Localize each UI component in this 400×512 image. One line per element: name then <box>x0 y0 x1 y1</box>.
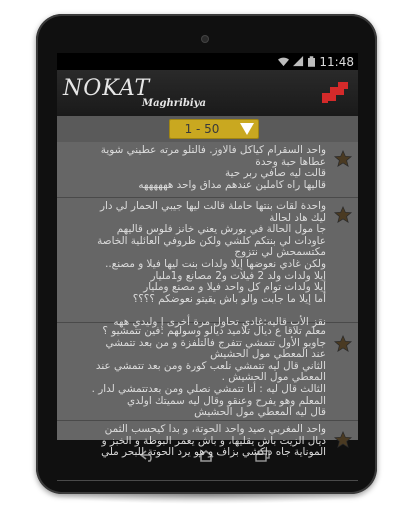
page-range-bar <box>57 116 358 142</box>
front-camera <box>202 36 208 42</box>
jokes-list[interactable] <box>57 142 358 459</box>
status-time: 11:48 <box>319 54 354 69</box>
app-subtitle: Maghribiya <box>142 98 206 109</box>
page-range-value: 1 - 50 <box>184 122 220 136</box>
favorite-star-icon[interactable] <box>334 335 352 353</box>
list-item[interactable] <box>57 142 358 198</box>
app-logo-icon <box>320 79 350 105</box>
battery-icon <box>308 56 315 67</box>
list-item[interactable] <box>57 421 358 481</box>
joke-text: معلم تلاقا ع ديال تلاميد ديالو وسولهم :فين تتمشيو ؟ جاوبو الأول تتمشي تتفرج فالتلفزة و من بعد تتمشي عند المعطي مول الحشيش الثاني قال ليه تتمشي نلعب كورة ومن بعد تتمشي عند المعطي مول الحشيش . الثالث قال ليه : أنا تتمشي نصلي ومن بعدتتمشي لدار . المعلم وهو يفرح وعنقو وقال ليه سميتك اولدي قال ليه المعطي مول الحشيش <box>91 325 326 419</box>
joke-text: واحد المغربي صيد واحد الحوتة، و بدا كيحسب الثمن ديال الزيت باش يقليها، و باش يعمر البوطة و الخبز و الموناية جاه داكشي بزاف و هو يرد الحوتة للبحر ملي <box>101 423 326 459</box>
status-bar <box>57 53 358 70</box>
favorite-star-icon[interactable] <box>334 206 352 224</box>
device-screen <box>57 53 358 459</box>
list-item[interactable] <box>57 198 358 328</box>
joke-text: واحدة لقات بنتها حاملة قالت ليها جيبي الحمار لي دار ليك هاد لحالة جا مول الحالة في بورش يعني خانز فلوس قاليهم عاودات لي بنتكم كلشي ولكن ظروفي العائلية الخاصة مكتسمحش لي نتزوج ولكن غادي نعوضها إيلا ولدات بنت ليها فيلا و مصنع.. إيلا ولدات ولد 2 فيلات و2 مصانع و1مليار إيلا ولدات توام كل واحد فيلا و مصنع ومليار أما إيلا ما جابت والو باش يقيتو نعوضكم ؟؟؟؟ نقز الأب قاليه:غادي تحاول مرة أخرى إ وليدي ههه <box>97 200 326 328</box>
favorite-star-icon[interactable] <box>334 431 352 449</box>
joke-text: واحد السقرام كياكل فالاوز. فالتلو مرته عطيني شوية عطاها حبة وحدة قالت ليه صافي ربر حية قاليها راه كاملين عندهم مداق واحد ههههههه <box>100 144 326 191</box>
signal-icon <box>293 56 304 67</box>
list-item[interactable] <box>57 323 358 421</box>
page-range-dropdown[interactable] <box>169 119 259 139</box>
app-title: NOKAT <box>63 76 151 101</box>
app-header <box>57 70 358 117</box>
dropdown-arrow-icon <box>240 123 254 135</box>
wifi-icon <box>278 56 289 67</box>
favorite-star-icon[interactable] <box>334 150 352 168</box>
